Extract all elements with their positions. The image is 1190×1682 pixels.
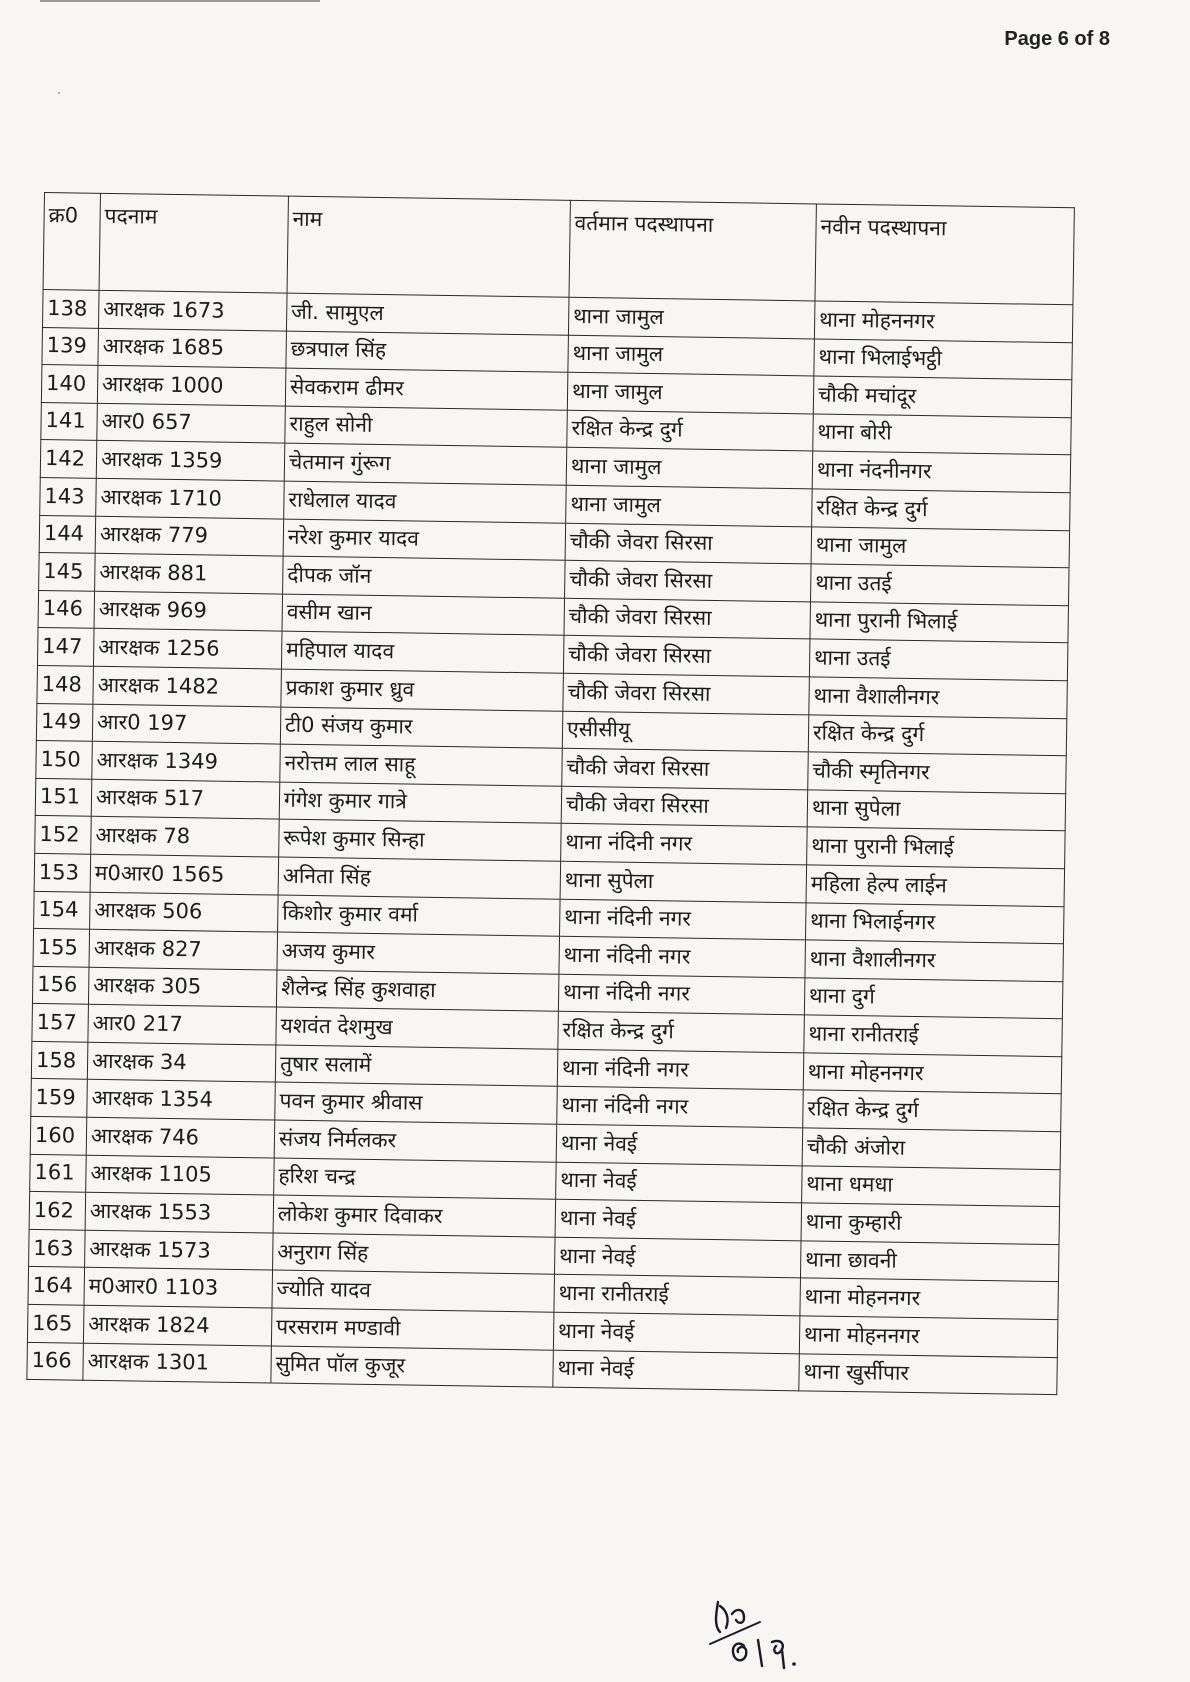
- table-header-row: [43, 193, 1074, 305]
- cell-designation: आरक्षक 1710: [96, 478, 285, 518]
- cell-name: हरिश चन्द्र: [274, 1158, 557, 1200]
- cell-current-posting: चौकी जेवरा सिरसा: [564, 598, 811, 639]
- cell-current-posting: थाना नेवई: [554, 1237, 801, 1278]
- cell-current-posting: थाना नंदिनी नगर: [561, 824, 808, 865]
- cell-serial: 140: [41, 365, 98, 403]
- cell-designation: आरक्षक 1482: [93, 666, 282, 706]
- cell-serial: 154: [34, 891, 91, 929]
- cell-serial: 149: [36, 703, 93, 741]
- header-current-posting: वर्तमान पदस्थापना: [569, 200, 816, 301]
- cell-name: तुषार सलामें: [275, 1045, 558, 1087]
- cell-designation: आरक्षक 969: [94, 591, 283, 631]
- cell-name: प्रकाश कुमार ध्रुव: [281, 669, 564, 711]
- cell-designation: आरक्षक 1105: [86, 1155, 275, 1195]
- cell-new-posting: थाना मोहननगर: [800, 1278, 1059, 1319]
- cell-name: लोकेश कुमार दिवाकर: [273, 1195, 556, 1237]
- cell-new-posting: थाना भिलाईभट्ठी: [814, 339, 1073, 380]
- cell-new-posting: थाना रानीतराई: [804, 1015, 1063, 1056]
- cell-serial: 152: [35, 816, 92, 854]
- cell-serial: 162: [29, 1192, 86, 1230]
- cell-name: अजय कुमार: [277, 932, 560, 974]
- cell-new-posting: थाना पुरानी भिलाई: [807, 827, 1066, 868]
- cell-serial: 156: [32, 966, 89, 1004]
- cell-new-posting: थाना छावनी: [800, 1241, 1059, 1282]
- top-edge-line: [40, 0, 320, 2]
- cell-serial: 165: [27, 1304, 84, 1342]
- cell-serial: 159: [31, 1079, 88, 1117]
- cell-serial: 141: [41, 402, 98, 440]
- transfer-table: [26, 192, 1075, 1395]
- cell-designation: आर0 217: [88, 1005, 277, 1045]
- cell-current-posting: थाना नेवई: [556, 1124, 803, 1165]
- cell-designation: आरक्षक 1673: [98, 290, 287, 330]
- cell-name: अनुराग सिंह: [273, 1233, 556, 1275]
- cell-current-posting: थाना जामुल: [568, 335, 815, 376]
- cell-serial: 150: [36, 741, 93, 779]
- cell-current-posting: थाना जामुल: [567, 372, 814, 413]
- cell-designation: आरक्षक 1349: [92, 741, 281, 781]
- cell-designation: म0आर0 1565: [90, 854, 279, 894]
- cell-current-posting: चौकी जेवरा सिरसा: [563, 673, 810, 714]
- cell-designation: आरक्षक 1824: [83, 1305, 272, 1345]
- cell-designation: आर0 657: [97, 403, 286, 443]
- header-designation: पदनाम: [99, 193, 288, 293]
- cell-new-posting: थाना उतई: [809, 639, 1068, 680]
- cell-new-posting: थाना भिलाईनगर: [805, 902, 1064, 943]
- cell-current-posting: थाना जामुल: [568, 297, 815, 338]
- cell-name: राधेलाल यादव: [284, 481, 567, 523]
- cell-current-posting: थाना नंदिनी नगर: [557, 1049, 804, 1090]
- cell-designation: आरक्षक 1553: [85, 1192, 274, 1232]
- cell-name: दीपक जॉन: [283, 556, 566, 598]
- cell-new-posting: थाना मोहननगर: [803, 1053, 1062, 1094]
- cell-name: परसराम मण्डावी: [271, 1308, 554, 1350]
- cell-name: अनिता सिंह: [278, 857, 561, 899]
- cell-serial: 160: [30, 1116, 87, 1154]
- table-body: [27, 289, 1073, 1394]
- cell-current-posting: थाना नंदिनी नगर: [559, 936, 806, 977]
- cell-new-posting: थाना कुम्हारी: [801, 1203, 1060, 1244]
- cell-serial: 158: [31, 1041, 88, 1079]
- cell-designation: आरक्षक 881: [95, 553, 284, 593]
- cell-designation: आरक्षक 779: [95, 516, 284, 556]
- cell-current-posting: चौकी जेवरा सिरसा: [565, 523, 812, 564]
- cell-designation: आर0 197: [92, 704, 281, 744]
- cell-serial: 139: [42, 327, 99, 365]
- cell-designation: आरक्षक 1354: [87, 1080, 276, 1120]
- cell-serial: 148: [37, 665, 94, 703]
- cell-serial: 145: [39, 553, 96, 591]
- cell-name: रूपेश कुमार सिन्हा: [279, 819, 562, 861]
- cell-designation: आरक्षक 34: [87, 1042, 276, 1082]
- cell-serial: 144: [39, 515, 96, 553]
- cell-current-posting: चौकी जेवरा सिरसा: [563, 636, 810, 677]
- header-serial: क्र0: [43, 193, 100, 291]
- cell-new-posting: थाना सुपेला: [807, 790, 1066, 831]
- cell-serial: 142: [40, 440, 97, 478]
- cell-name: गंगेश कुमार गात्रे: [279, 782, 562, 824]
- cell-new-posting: थाना नंदनीनगर: [812, 451, 1071, 492]
- cell-new-posting: चौकी अंजोरा: [802, 1128, 1061, 1169]
- cell-name: नरेश कुमार यादव: [283, 519, 566, 561]
- cell-name: नरोत्तम लाल साहू: [280, 744, 563, 786]
- cell-name: संजय निर्मलकर: [274, 1120, 557, 1162]
- cell-serial: 161: [30, 1154, 87, 1192]
- cell-name: चेतमान गुंरूग: [284, 443, 567, 485]
- cell-current-posting: चौकी जेवरा सिरसा: [562, 748, 809, 789]
- cell-new-posting: थाना जामुल: [811, 526, 1070, 567]
- cell-new-posting: थाना बोरी: [813, 414, 1072, 455]
- cell-new-posting: थाना वैशालीनगर: [809, 677, 1068, 718]
- cell-new-posting: थाना दुर्ग: [804, 978, 1063, 1019]
- cell-serial: 155: [33, 929, 90, 967]
- cell-designation: आरक्षक 78: [91, 817, 280, 857]
- cell-designation: आरक्षक 827: [89, 929, 278, 969]
- cell-designation: आरक्षक 1573: [85, 1230, 274, 1270]
- cell-new-posting: चौकी स्मृतिनगर: [808, 752, 1067, 793]
- cell-name: यशवंत देशमुख: [276, 1007, 559, 1049]
- cell-serial: 151: [35, 778, 92, 816]
- scan-speck: [58, 92, 60, 94]
- page-number: Page 6 of 8: [1004, 28, 1110, 50]
- cell-name: किशोर कुमार वर्मा: [278, 895, 561, 937]
- cell-serial: 157: [32, 1004, 89, 1042]
- cell-designation: आरक्षक 1256: [93, 629, 282, 669]
- transfer-table-container: [26, 192, 1074, 1395]
- cell-current-posting: थाना नेवई: [556, 1162, 803, 1203]
- cell-current-posting: थाना सुपेला: [560, 861, 807, 902]
- cell-designation: आरक्षक 305: [88, 967, 277, 1007]
- cell-current-posting: चौकी जेवरा सिरसा: [561, 786, 808, 827]
- cell-current-posting: थाना नंदिनी नगर: [557, 1087, 804, 1128]
- cell-serial: 138: [42, 289, 99, 327]
- header-name: नाम: [287, 196, 570, 297]
- cell-new-posting: चौकी मचांदूर: [813, 376, 1072, 417]
- cell-designation: आरक्षक 1000: [97, 366, 286, 406]
- cell-designation: आरक्षक 517: [91, 779, 280, 819]
- cell-serial: 143: [40, 477, 97, 515]
- cell-serial: 153: [34, 853, 91, 891]
- cell-name: ज्योति यादव: [272, 1270, 555, 1312]
- cell-serial: 166: [27, 1342, 84, 1380]
- cell-current-posting: थाना नंदिनी नगर: [558, 974, 805, 1015]
- cell-designation: आरक्षक 506: [90, 892, 279, 932]
- cell-current-posting: थाना नेवई: [553, 1350, 800, 1391]
- cell-serial: 146: [38, 590, 95, 628]
- cell-serial: 147: [37, 628, 94, 666]
- cell-new-posting: थाना पुरानी भिलाई: [810, 602, 1069, 643]
- cell-current-posting: चौकी जेवरा सिरसा: [565, 560, 812, 601]
- cell-name: महिपाल यादव: [281, 631, 564, 673]
- cell-name: सेवकराम ढीमर: [285, 368, 568, 410]
- handwritten-signature: [700, 1584, 870, 1674]
- cell-new-posting: थाना वैशालीनगर: [805, 940, 1064, 981]
- header-new-posting: नवीन पदस्थापना: [815, 204, 1074, 305]
- cell-new-posting: थाना मोहननगर: [814, 301, 1073, 342]
- cell-current-posting: थाना जामुल: [566, 485, 813, 526]
- cell-serial: 163: [29, 1229, 86, 1267]
- cell-name: टी0 संजय कुमार: [280, 707, 563, 749]
- cell-current-posting: थाना जामुल: [566, 448, 813, 489]
- cell-new-posting: थाना उतई: [811, 564, 1070, 605]
- cell-designation: आरक्षक 1301: [83, 1343, 272, 1383]
- cell-current-posting: थाना नेवई: [553, 1312, 800, 1353]
- cell-current-posting: एसीसीयू: [562, 711, 809, 752]
- cell-current-posting: थाना नेवई: [555, 1199, 802, 1240]
- cell-designation: आरक्षक 746: [86, 1117, 275, 1157]
- cell-designation: आरक्षक 1685: [98, 328, 287, 368]
- cell-new-posting: रक्षित केन्द्र दुर्ग: [812, 489, 1071, 530]
- cell-name: शैलेन्द्र सिंह कुशवाहा: [276, 970, 559, 1012]
- cell-new-posting: थाना खुर्सीपार: [799, 1353, 1058, 1394]
- cell-new-posting: थाना धमधा: [802, 1166, 1061, 1207]
- cell-name: सुमित पॉल कुजूर: [271, 1346, 554, 1388]
- cell-name: पवन कुमार श्रीवास: [275, 1082, 558, 1124]
- cell-name: राहुल सोनी: [285, 406, 568, 448]
- cell-current-posting: रक्षित केन्द्र दुर्ग: [558, 1012, 805, 1053]
- cell-designation: म0आर0 1103: [84, 1268, 273, 1308]
- cell-new-posting: महिला हेल्प लाईन: [806, 865, 1065, 906]
- cell-new-posting: थाना मोहननगर: [799, 1316, 1058, 1357]
- cell-new-posting: रक्षित केन्द्र दुर्ग: [803, 1090, 1062, 1131]
- cell-current-posting: रक्षित केन्द्र दुर्ग: [567, 410, 814, 451]
- cell-name: जी. सामुएल: [286, 293, 569, 335]
- cell-designation: आरक्षक 1359: [96, 441, 285, 481]
- cell-name: वसीम खान: [282, 594, 565, 636]
- cell-new-posting: रक्षित केन्द्र दुर्ग: [808, 714, 1067, 755]
- cell-serial: 164: [28, 1267, 85, 1305]
- cell-current-posting: थाना रानीतराई: [554, 1275, 801, 1316]
- cell-current-posting: थाना नंदिनी नगर: [560, 899, 807, 940]
- cell-name: छत्रपाल सिंह: [286, 331, 569, 373]
